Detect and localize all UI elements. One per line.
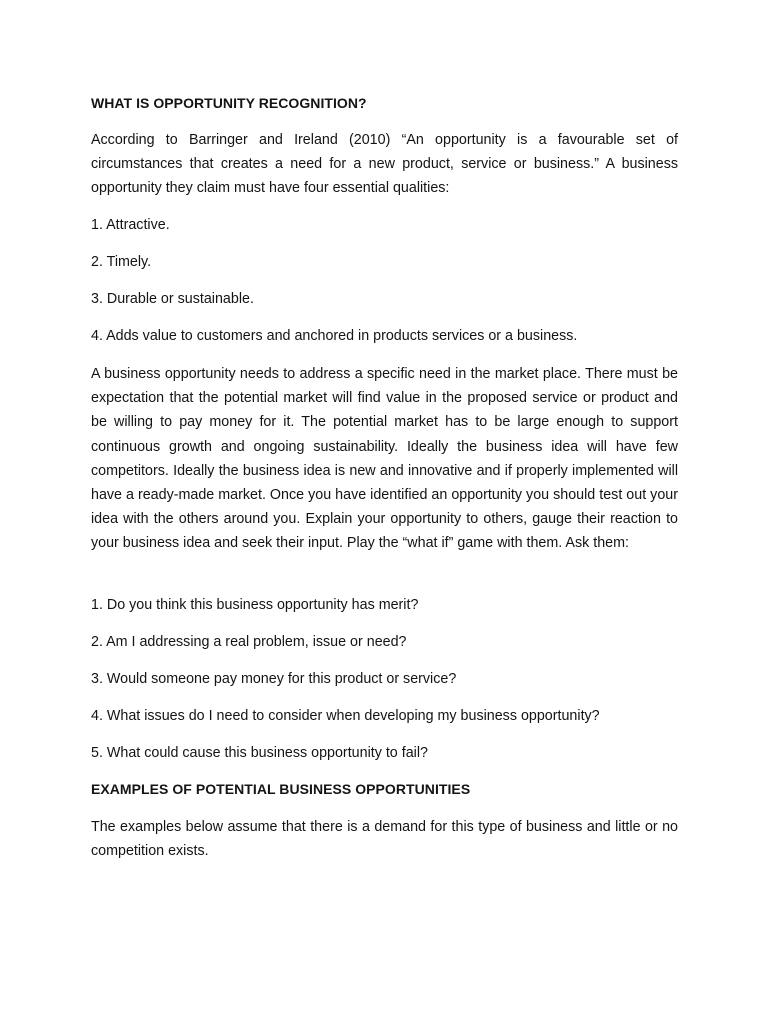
closing-paragraph: The examples below assume that there is a demand for this type of business and little or no competition exists. — [91, 819, 678, 860]
quality-item-4: 4. Adds value to customers and anchored in products services or a business. — [91, 328, 578, 344]
question-item-5: 5. What could cause this business opportunity to fail? — [91, 745, 428, 761]
quality-item-2: 2. Timely. — [91, 254, 152, 270]
section-heading-opportunity-recognition: WHAT IS OPPORTUNITY RECOGNITION? — [91, 95, 367, 111]
question-item-1: 1. Do you think this business opportunity has merit? — [91, 597, 419, 613]
document-page — [91, 0, 678, 1024]
quality-item-1: 1. Attractive. — [91, 217, 170, 233]
body-paragraph: A business opportunity needs to address a specific need in the market place. There must be expectation that the potential market will find value in the proposed service or product and be willing to pay money for it. The potential market has to be large enough to support continuous growth and ongoing sustainability. Ideally the business idea will have few competitors. Ideally the business idea is new and innovative and if properly implemented will have a ready-made market. Once you have identified an opportunity you should test out your idea with the others around you. Explain your opportunity to others, gauge their reaction to your business idea and seek their input. Play the “what if” game with them. Ask them: — [91, 366, 678, 552]
question-item-3: 3. Would someone pay money for this product or service? — [91, 671, 457, 687]
question-item-2: 2. Am I addressing a real problem, issue or need? — [91, 634, 407, 650]
section-heading-examples: EXAMPLES OF POTENTIAL BUSINESS OPPORTUNITIES — [91, 781, 471, 797]
intro-paragraph: According to Barringer and Ireland (2010) “An opportunity is a favourable set of circumstances that creates a need for a new product, service or business.” A business opportunity they claim must have four essential qualities: — [91, 132, 678, 197]
quality-item-3: 3. Durable or sustainable. — [91, 291, 254, 307]
question-item-4: 4. What issues do I need to consider when developing my business opportunity? — [91, 708, 600, 724]
